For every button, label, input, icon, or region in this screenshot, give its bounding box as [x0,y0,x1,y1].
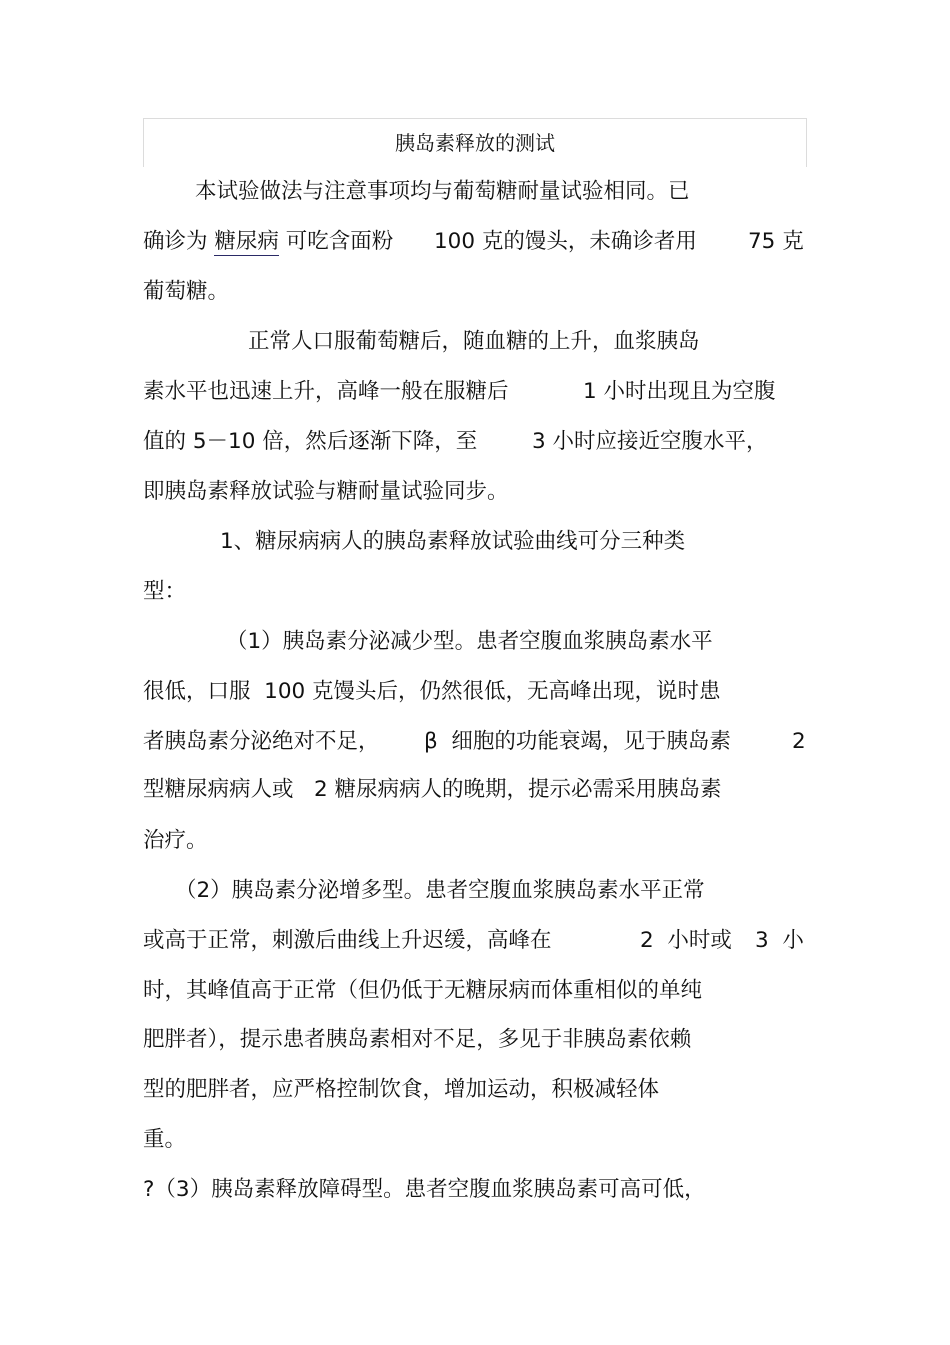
paragraph-3-line-2: 型： [143,579,187,604]
document-title: 胰岛素释放的测试 [395,131,555,155]
paragraph-2-line-3-cont: 3 小时应接近空腹水平， [532,429,768,454]
paragraph-2-line-1: 正常人口服葡萄糖后，随血糖的上升，血浆胰岛 [248,329,700,354]
paragraph-4-line-1: （1）胰岛素分泌减少型。患者空腹血浆胰岛素水平 [226,629,713,654]
paragraph-1-line-2-end: 75 克 [748,229,804,254]
paragraph-5-line-3: 时，其峰值高于正常（但仍低于无糖尿病而体重相似的单纯 [143,978,703,1003]
paragraph-2-line-2: 素水平也迅速上升，高峰一般在服糖后 [143,379,509,404]
paragraph-4-line-3: 者胰岛素分泌绝对不足， [143,729,380,754]
paragraph-6-line-1: ?（3）胰岛素释放障碍型。患者空腹血浆胰岛素可高可低， [143,1177,706,1202]
paragraph-5-line-1: （2）胰岛素分泌增多型。患者空腹血浆胰岛素水平正常 [175,878,705,903]
paragraph-5-line-6: 重。 [143,1127,187,1152]
paragraph-4-line-3-cont: β 细胞的功能衰竭，见于胰岛素 [424,729,731,754]
paragraph-5-line-2-end: 3 小 [755,928,804,953]
paragraph-1-line-2 [143,228,393,256]
text-segment: 可吃含面粉 [278,229,394,254]
paragraph-4-line-5: 治疗。 [143,828,208,853]
text-segment: 确诊为 [143,229,215,254]
paragraph-1-line-3: 葡萄糖。 [143,279,230,304]
paragraph-4-line-3-end: 2 [792,729,806,754]
paragraph-4-line-2: 很低，口服 100 克馒头后，仍然很低，无高峰出现，说时患 [143,679,721,704]
paragraph-2-line-3: 值的 5－10 倍，然后逐渐下降，至 [143,429,478,454]
paragraph-3-line-1: 1、糖尿病病人的胰岛素释放试验曲线可分三种类 [220,529,686,554]
paragraph-5-line-5: 型的肥胖者，应严格控制饮食，增加运动，积极减轻体 [143,1077,660,1102]
paragraph-2-line-4: 即胰岛素释放试验与糖耐量试验同步。 [143,479,509,504]
paragraph-2-line-2-cont: 1 小时出现且为空腹 [583,379,776,404]
paragraph-1-line-2-cont: 100 克的馒头，未确诊者用 [434,229,697,254]
paragraph-1-line-1: 本试验做法与注意事项均与葡萄糖耐量试验相同。已 [195,179,690,204]
paragraph-5-line-2: 或高于正常，刺激后曲线上升迟缓，高峰在 [143,928,552,953]
diabetes-link[interactable]: 糖尿病 [214,229,279,254]
paragraph-5-line-2-cont: 2 小时或 [640,928,732,953]
paragraph-4-line-4: 型糖尿病病人或 2 糖尿病病人的晚期，提示必需采用胰岛素 [143,777,722,802]
paragraph-5-line-4: 肥胖者），提示患者胰岛素相对不足，多见于非胰岛素依赖 [143,1027,692,1052]
